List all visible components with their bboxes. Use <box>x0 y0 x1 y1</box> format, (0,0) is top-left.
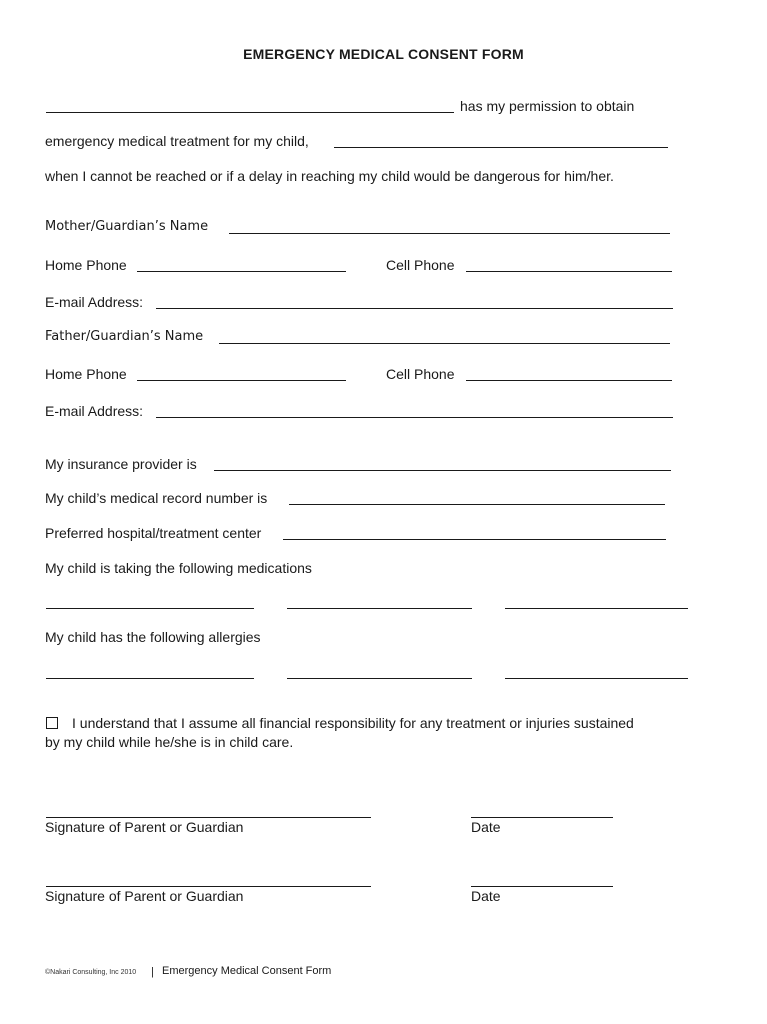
allergies-label: My child has the following allergies <box>45 629 261 645</box>
father-email-field[interactable] <box>156 417 673 418</box>
mother-name-field[interactable] <box>229 233 670 234</box>
date-field-1[interactable] <box>471 817 613 818</box>
hospital-label: Preferred hospital/treatment center <box>45 525 262 541</box>
signature-label-2: Signature of Parent or Guardian <box>45 888 244 904</box>
allergy-field-2[interactable] <box>287 678 472 679</box>
father-name-label: Father/Guardian’s Name <box>45 329 204 344</box>
medical-record-label: My child’s medical record number is <box>45 490 268 506</box>
mother-home-phone-label: Home Phone <box>45 257 127 273</box>
father-home-phone-label: Home Phone <box>45 366 127 382</box>
financial-responsibility-checkbox[interactable] <box>46 717 58 729</box>
agreement-line-2: by my child while he/she is in child care. <box>45 734 294 750</box>
insurance-label: My insurance provider is <box>45 456 197 472</box>
father-name-field[interactable] <box>219 343 670 344</box>
authorized-person-field[interactable] <box>46 112 454 113</box>
medication-field-3[interactable] <box>505 608 688 609</box>
medication-field-1[interactable] <box>46 608 254 609</box>
allergy-field-1[interactable] <box>46 678 254 679</box>
permission-text: has my permission to obtain <box>460 98 635 114</box>
footer-separator: | <box>151 966 154 978</box>
signature-label-1: Signature of Parent or Guardian <box>45 819 244 835</box>
mother-email-field[interactable] <box>156 308 673 309</box>
insurance-field[interactable] <box>214 470 671 471</box>
mother-cell-phone-field[interactable] <box>466 271 672 272</box>
medications-label: My child is taking the following medications <box>45 560 312 576</box>
father-home-phone-field[interactable] <box>137 380 346 381</box>
treatment-text: emergency medical treatment for my child, <box>45 133 309 149</box>
footer-copyright: ©Nakari Consulting, Inc 2010 <box>45 969 137 976</box>
mother-name-label: Mother/Guardian’s Name <box>45 219 209 234</box>
mother-cell-phone-label: Cell Phone <box>386 257 455 273</box>
medication-field-2[interactable] <box>287 608 472 609</box>
form-title: EMERGENCY MEDICAL CONSENT FORM <box>243 46 524 62</box>
father-email-label: E-mail Address: <box>45 403 144 419</box>
date-field-2[interactable] <box>471 886 613 887</box>
father-cell-phone-label: Cell Phone <box>386 366 455 382</box>
father-cell-phone-field[interactable] <box>466 380 672 381</box>
date-label-1: Date <box>471 819 501 835</box>
medical-record-field[interactable] <box>289 504 665 505</box>
allergy-field-3[interactable] <box>505 678 688 679</box>
agreement-line-1: I understand that I assume all financial responsibility for any treatment or injuries sustained <box>72 715 634 731</box>
mother-email-label: E-mail Address: <box>45 294 144 310</box>
mother-home-phone-field[interactable] <box>137 271 346 272</box>
signature-field-1[interactable] <box>46 817 371 818</box>
reach-text: when I cannot be reached or if a delay in reaching my child would be dangerous for him/her. <box>45 168 614 184</box>
hospital-field[interactable] <box>283 539 666 540</box>
child-name-field[interactable] <box>334 147 668 148</box>
signature-field-2[interactable] <box>46 886 371 887</box>
date-label-2: Date <box>471 888 501 904</box>
footer-form-name: Emergency Medical Consent Form <box>162 965 332 977</box>
